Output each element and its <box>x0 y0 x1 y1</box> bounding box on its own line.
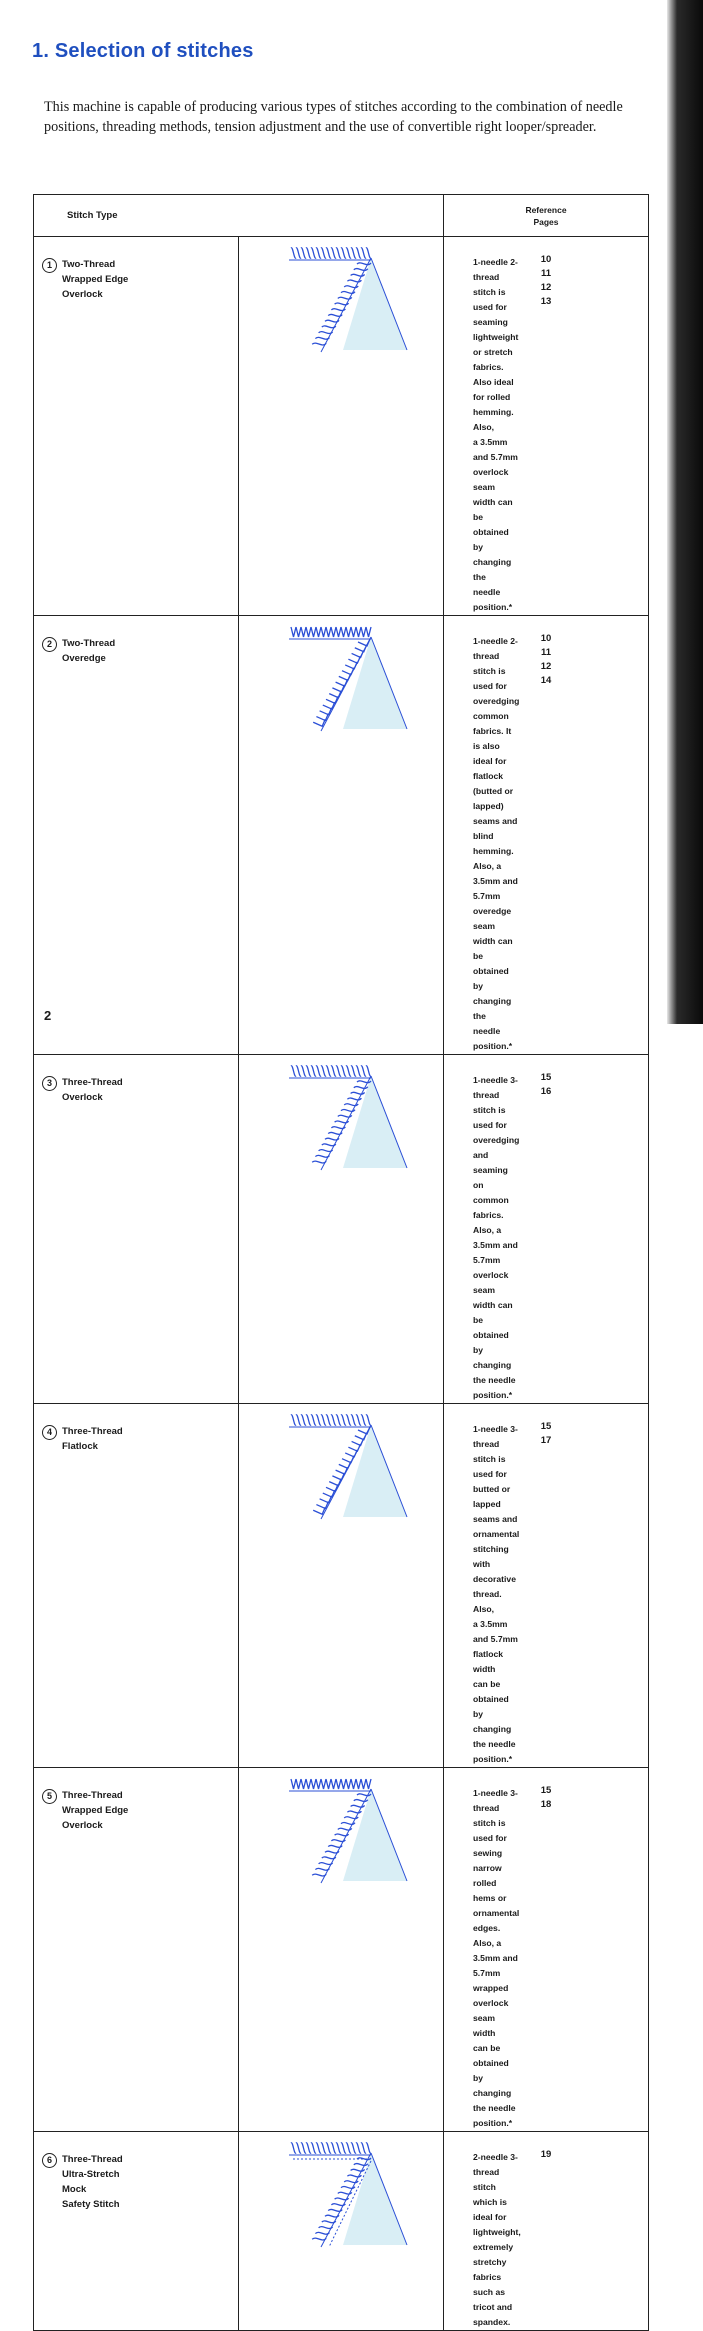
stitch-description: 1-needle 2-thread stitch is used for seaming lightweight or stretch fabrics. Also ideal for rolled hemming. Also, a 3.5mm and 5.7mm overlock seam width can be obtained by changing the needle position.* <box>473 257 519 612</box>
stitch-type-name: Three-Thread Wrapped Edge Overlock <box>62 1790 129 1831</box>
table-row <box>34 1404 649 1768</box>
circled-number: 5 <box>42 1789 57 1804</box>
table-row <box>34 1768 649 2132</box>
reference-page-number: 19 <box>540 2149 552 2160</box>
header-reference-pages: Reference Pages <box>444 195 649 237</box>
book-binding-shadow <box>667 0 703 1024</box>
stitch-detail-cell <box>239 1768 520 2132</box>
stitch-name-cell <box>34 1768 239 2132</box>
stitch-name-cell <box>34 616 239 1055</box>
stitch-type-name: Three-Thread Ultra-Stretch Mock Safety Stitch <box>62 2154 123 2210</box>
stitch-description: 1-needle 3-thread stitch is used for sewing narrow rolled hems or ornamental edges. Also, a 3.5mm and 5.7mm wrapped overlock seam width can be obtained by changing the needle position.* <box>473 1788 520 2128</box>
stitch-type-name: Two-Thread Overedge <box>62 638 116 664</box>
stitch-detail-cell <box>239 237 519 616</box>
circled-number: 2 <box>42 637 57 652</box>
circled-number: 3 <box>42 1076 57 1091</box>
three-thread-ultra-stretch-mock-safety-stitch-illustration <box>279 2135 469 2253</box>
two-thread-overedge-stitch-illustration <box>279 619 469 737</box>
stitch-type-name: Three-Thread Overlock <box>62 1077 123 1103</box>
stitch-name-cell <box>34 237 239 616</box>
reference-page-number: 10 <box>540 254 552 265</box>
reference-page-number: 12 <box>540 282 552 293</box>
circled-number: 4 <box>42 1425 57 1440</box>
stitch-type-name: Two-Thread Wrapped Edge Overlock <box>62 259 129 300</box>
circled-number: 6 <box>42 2153 57 2168</box>
section-title: 1. Selection of stitches <box>32 40 254 62</box>
reference-page-number: 16 <box>540 1086 552 1097</box>
reference-page-number: 15 <box>540 1072 552 1083</box>
table-row <box>34 616 649 1055</box>
reference-page-number: 15 <box>540 1785 552 1796</box>
stitch-detail-cell <box>239 1404 520 1768</box>
stitch-description: 1-needle 3-thread stitch is used for overedging and seaming on common fabrics. Also, a 3.5mm and 5.7mm overlock seam width can be obtained by changing the needle position.* <box>473 1075 520 1400</box>
stitch-name-cell <box>34 2132 239 2331</box>
table-row <box>34 2132 649 2331</box>
two-thread-wrapped-edge-overlock-stitch-illustration <box>279 240 469 358</box>
stitch-description: 2-needle 3-thread stitch which is ideal for lightweight, extremely stretchy fabrics such as tricot and spandex. <box>473 2152 521 2327</box>
circled-number: 1 <box>42 258 57 273</box>
table-body <box>34 237 649 2331</box>
stitch-detail-cell <box>239 2132 521 2331</box>
page-number: 2 <box>44 1008 52 1023</box>
three-thread-wrapped-edge-overlock-stitch-illustration <box>279 1771 469 1889</box>
stitch-description: 1-needle 2-thread stitch is used for overedging common fabrics. It is also ideal for flatlock (butted or lapped) seams and blind hemming. Also, a 3.5mm and 5.7mm overedge seam width can be obtained by changing the needle position.* <box>473 636 520 1051</box>
stitch-detail-cell <box>239 1055 520 1404</box>
reference-page-number: 17 <box>540 1435 552 1446</box>
stitch-description: 1-needle 3-thread stitch is used for butted or lapped seams and ornamental stitching with decorative thread. Also, a 3.5mm and 5.7mm flatlock width can be obtained by changing the needle position.* <box>473 1424 520 1764</box>
table-row <box>34 1055 649 1404</box>
three-thread-overlock-stitch-illustration <box>279 1058 469 1176</box>
reference-page-number: 10 <box>540 633 552 644</box>
table-row <box>34 237 649 616</box>
reference-page-number: 15 <box>540 1421 552 1432</box>
stitch-name-cell <box>34 1404 239 1768</box>
stitch-name-cell <box>34 1055 239 1404</box>
header-stitch-type: Stitch Type <box>34 195 444 237</box>
stitch-detail-cell <box>239 616 520 1055</box>
reference-page-number: 11 <box>540 647 552 658</box>
reference-page-number: 11 <box>540 268 552 279</box>
intro-paragraph: This machine is capable of producing various types of stitches according to the combination of needle positions, threading methods, tension adjustment and the use of convertible right looper/spreader. <box>44 99 623 135</box>
table-header-row <box>34 195 649 237</box>
three-thread-flatlock-stitch-illustration <box>279 1407 469 1525</box>
reference-page-number: 12 <box>540 661 552 672</box>
reference-page-number: 14 <box>540 675 552 686</box>
stitch-type-name: Three-Thread Flatlock <box>62 1426 123 1452</box>
stitch-selection-table <box>33 194 649 2331</box>
reference-page-number: 18 <box>540 1799 552 1810</box>
reference-page-number: 13 <box>540 296 552 307</box>
